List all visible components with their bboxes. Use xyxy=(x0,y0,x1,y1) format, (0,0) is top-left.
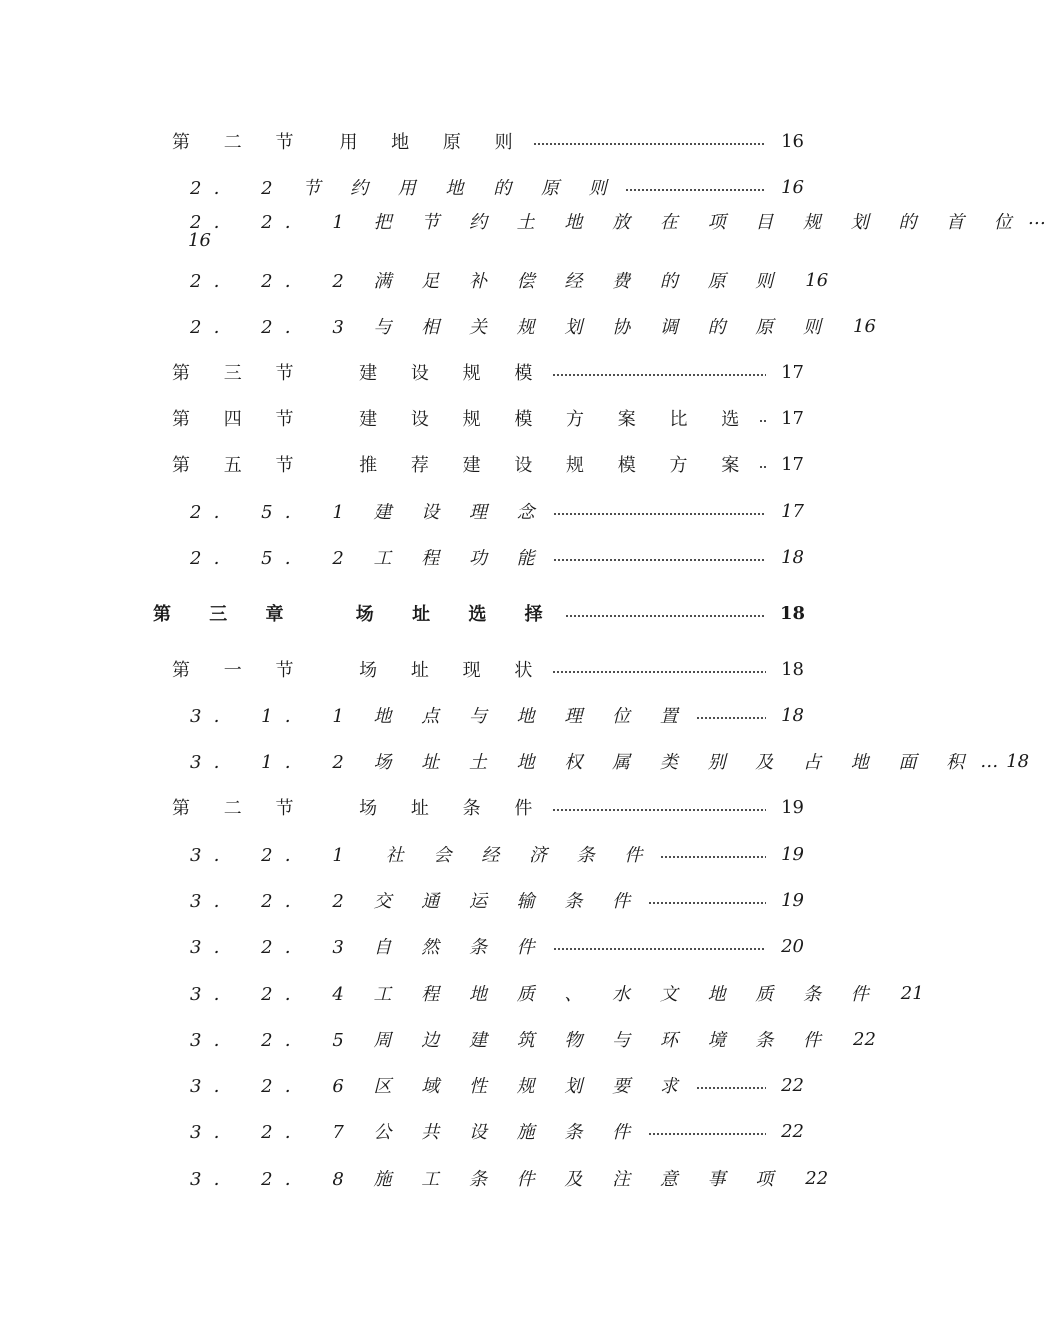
toc-dot-leader xyxy=(660,855,766,859)
toc-entry[interactable] xyxy=(0,447,950,481)
toc-dot-leader xyxy=(553,947,766,951)
toc-entry[interactable] xyxy=(0,124,950,158)
toc-entry-title: 3． 1． 1 地 点 与 地 理 位 置 xyxy=(190,706,690,727)
toc-entry-title: 3． 2． 1 社 会 经 济 条 件 xyxy=(190,845,655,866)
toc-entry-page: 16 xyxy=(853,315,876,337)
toc-entry-page: 22 xyxy=(805,1167,829,1189)
toc-entry[interactable] xyxy=(0,837,950,871)
toc-entry-title: 2． 5． 1 建 设 理 念 xyxy=(190,502,547,523)
toc-entry-title: 3． 2． 8 施 工 条 件 及 注 意 事 项 xyxy=(190,1169,786,1190)
toc-dot-leader xyxy=(552,670,766,674)
toc-entry-title: 第 二 节 场 址 条 件 xyxy=(172,798,547,819)
toc-entry[interactable] xyxy=(0,652,950,686)
toc-entry[interactable] xyxy=(0,698,950,732)
toc-entry[interactable] xyxy=(0,540,950,574)
toc-entry[interactable] xyxy=(0,1022,950,1056)
toc-entry[interactable] xyxy=(0,976,950,1010)
toc-entry-title: 第 五 节 推 荐 建 设 规 模 方 案 xyxy=(172,455,754,476)
toc-entry-page: 17 xyxy=(781,500,804,522)
toc-dot-leader xyxy=(648,901,766,905)
toc-entry-title: 第 三 节 建 设 规 模 xyxy=(172,363,547,384)
toc-entry-page: 18 xyxy=(781,704,804,726)
toc-entry[interactable] xyxy=(0,263,950,297)
toc-entry-page: 22 xyxy=(781,1074,804,1096)
toc-entry[interactable] xyxy=(0,401,950,435)
toc-entry-page: 20 xyxy=(781,935,804,957)
toc-entry-title: 3． 2． 5 周 边 建 筑 物 与 环 境 条 件 xyxy=(190,1030,834,1051)
toc-entry-page: 21 xyxy=(900,982,924,1004)
toc-entry-page: 17 xyxy=(781,407,804,429)
toc-entry[interactable] xyxy=(0,744,1030,778)
toc-entry-title: 3． 2． 7 公 共 设 施 条 件 xyxy=(190,1122,643,1143)
toc-entry[interactable] xyxy=(0,790,950,824)
toc-entry-title: 第 三 章 场 址 选 择 xyxy=(153,604,559,625)
toc-entry[interactable] xyxy=(0,1114,950,1148)
toc-entry-title: 3． 2． 3 自 然 条 件 xyxy=(190,937,547,958)
toc-dot-leader xyxy=(696,1086,766,1090)
toc-entry[interactable] xyxy=(0,929,950,963)
toc-dot-leader xyxy=(552,373,766,377)
toc-entry-title: 2． 2 节 约 用 地 的 原 则 xyxy=(190,178,619,199)
toc-entry-page: 18 xyxy=(781,546,804,568)
toc-entry[interactable] xyxy=(0,206,1046,251)
toc-dot-leader xyxy=(648,1132,766,1136)
toc-dot-leader xyxy=(625,188,766,192)
toc-entry-title: 3． 1． 2 场 址 土 地 权 属 类 别 及 占 地 面 积 xyxy=(190,752,977,773)
toc-dot-leader xyxy=(696,716,766,720)
toc-entry-page: 16 xyxy=(188,230,211,251)
toc-entry-ellipsis: … xyxy=(980,750,999,772)
toc-entry-title: 2． 5． 2 工 程 功 能 xyxy=(190,548,547,569)
toc-entry-page: 19 xyxy=(781,843,804,865)
toc-dot-leader xyxy=(553,558,766,562)
toc-entry-page: 22 xyxy=(781,1120,804,1142)
toc-entry-title: 3． 2． 6 区 域 性 规 划 要 求 xyxy=(190,1076,690,1097)
toc-entry[interactable] xyxy=(0,1068,950,1102)
toc-entry-ellipsis: … xyxy=(1027,208,1046,229)
toc-entry-page: 18 xyxy=(780,602,806,624)
toc-entry-page: 18 xyxy=(1006,750,1030,772)
toc-dot-leader xyxy=(533,142,766,146)
toc-entry-page: 17 xyxy=(781,361,804,383)
toc-dot-leader xyxy=(759,465,766,469)
toc-entry-title: 第 一 节 场 址 现 状 xyxy=(172,660,547,681)
toc-entry-page: 16 xyxy=(781,130,804,152)
toc-entry[interactable] xyxy=(0,355,950,389)
toc-dot-leader xyxy=(553,512,766,516)
toc-entry-page: 16 xyxy=(805,269,829,291)
toc-entry-page: 22 xyxy=(853,1028,876,1050)
toc-entry[interactable] xyxy=(0,1161,950,1195)
toc-entry[interactable] xyxy=(0,170,950,204)
toc-dot-leader xyxy=(565,614,766,618)
toc-entry-page: 17 xyxy=(781,453,804,475)
toc-dot-leader xyxy=(759,419,766,423)
toc-entry[interactable] xyxy=(0,494,950,528)
toc-entry-page: 19 xyxy=(781,796,804,818)
toc-entry-title: 2． 2． 3 与 相 关 规 划 协 调 的 原 则 xyxy=(190,317,834,338)
toc-entry[interactable] xyxy=(0,883,950,917)
toc-entry-title: 2． 2． 2 满 足 补 偿 经 费 的 原 则 xyxy=(190,271,786,292)
toc-entry-title: 3． 2． 2 交 通 运 输 条 件 xyxy=(190,891,643,912)
toc-dot-leader xyxy=(552,808,766,812)
toc-entry-title: 第 二 节 用 地 原 则 xyxy=(172,132,527,153)
toc-entry-page: 19 xyxy=(781,889,804,911)
toc-entry[interactable] xyxy=(0,596,950,630)
toc-entry-title: 2． 2． 1 把 节 约 土 地 放 在 项 目 规 划 的 首 位 xyxy=(190,212,1024,233)
toc-entry-page: 16 xyxy=(781,176,804,198)
toc-entry-title: 第 四 节 建 设 规 模 方 案 比 选 xyxy=(172,409,754,430)
toc-entry-page: 18 xyxy=(781,658,804,680)
toc-entry-title: 3． 2． 4 工 程 地 质 、 水 文 地 质 条 件 xyxy=(190,984,881,1005)
toc-entry[interactable] xyxy=(0,309,950,343)
